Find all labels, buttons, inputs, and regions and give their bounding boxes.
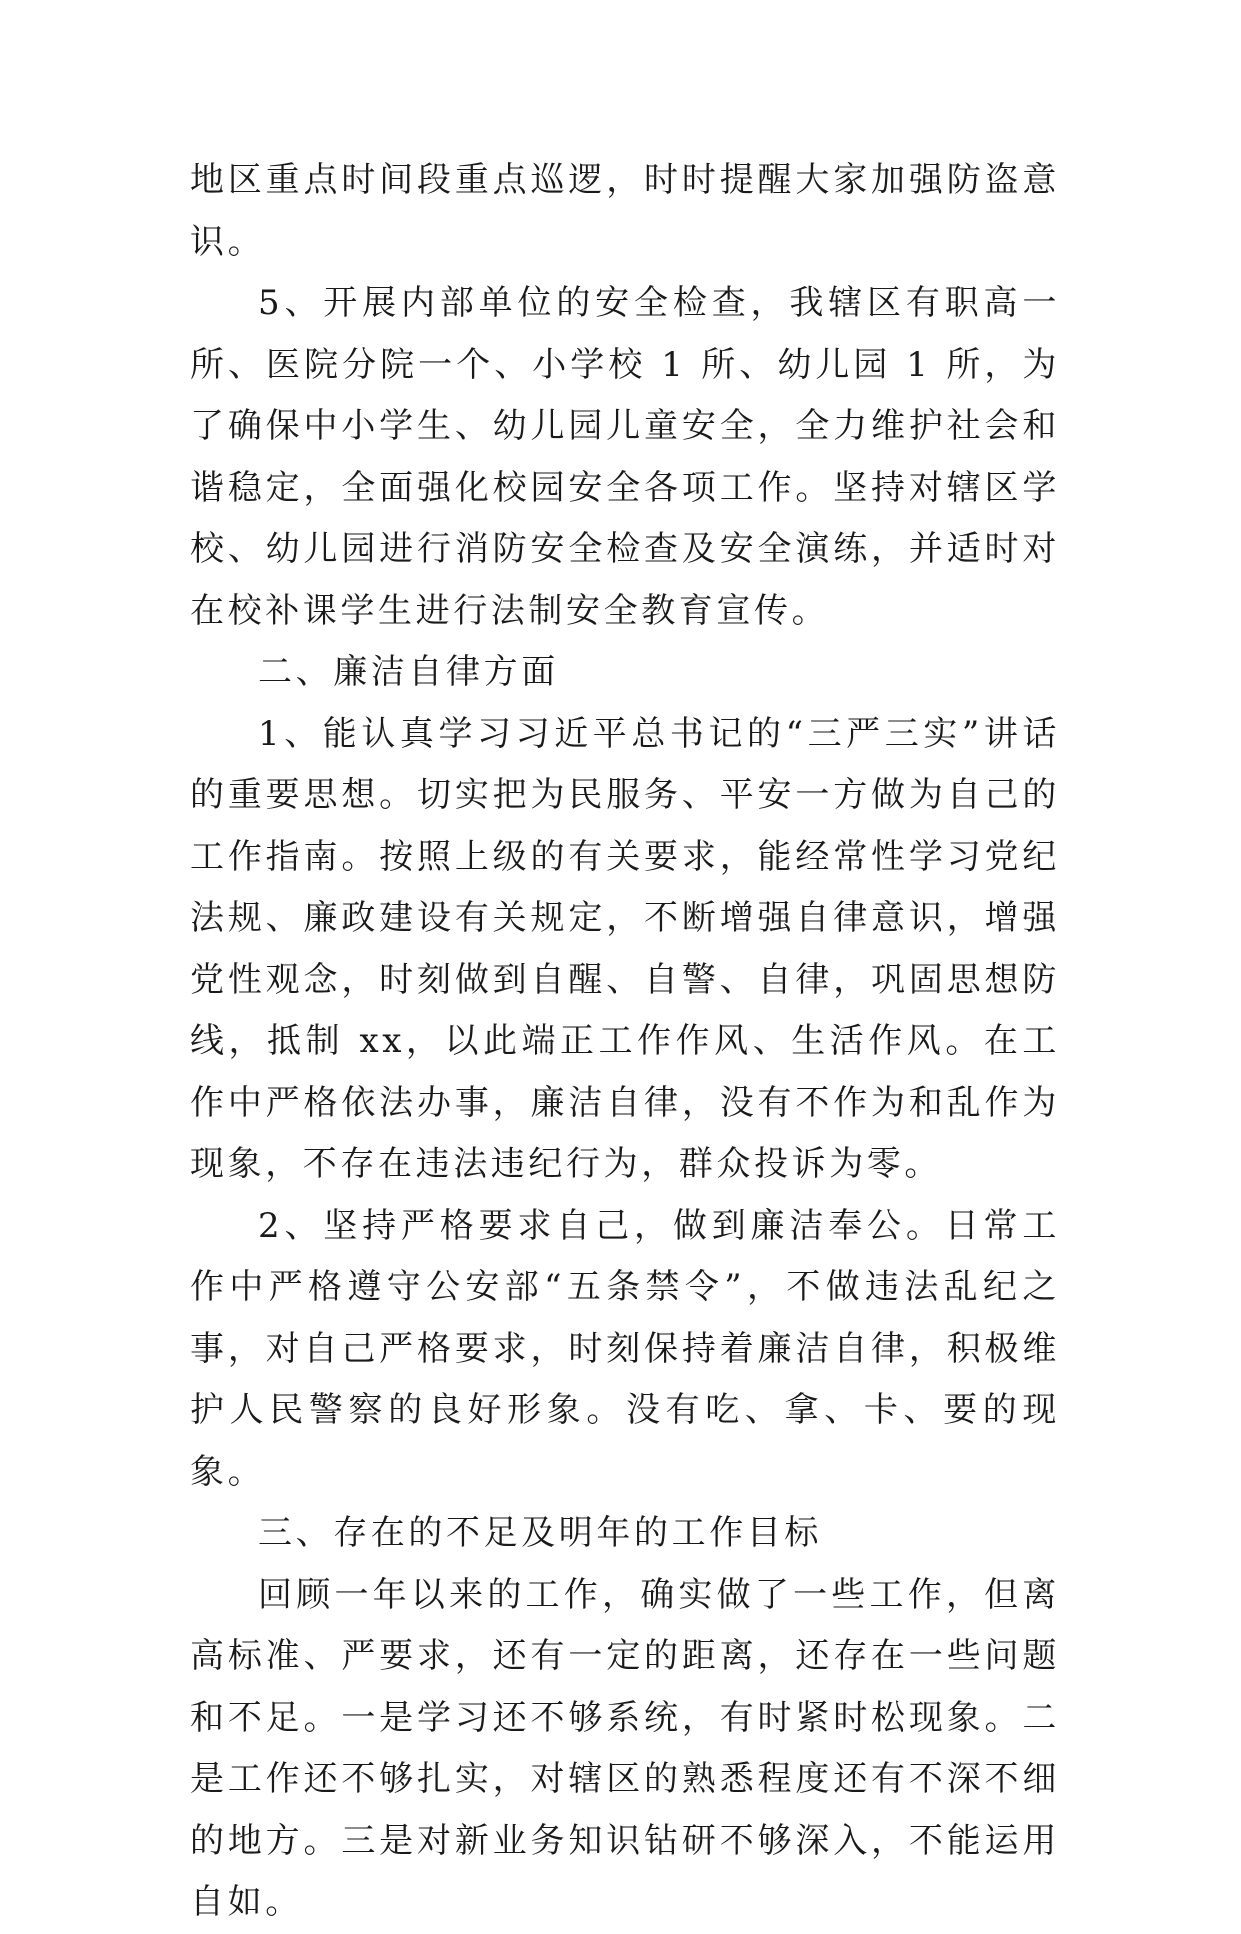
section-heading-shortcomings: 三、存在的不足及明年的工作目标 (258, 1513, 822, 1553)
document-body (190, 150, 1060, 1934)
section-heading-integrity: 二、廉洁自律方面 (258, 652, 559, 692)
paragraph-review: 回顾一年以来的工作，确实做了一些工作，但离高标准、严要求，还有一定的距离，还存在一些问题和不足。一是学习还不够系统，有时紧时松现象。二是工作还不够扎实，对辖区的熟悉程度还有不深不细的地方。三是对新业务知识钻研不够深入，不能运用自如。 (190, 1574, 1060, 1922)
paragraph-continuation: 地区重点时间段重点巡逻，时时提醒大家加强防盗意识。 (190, 160, 1060, 262)
paragraph-strict-requirements: 2、坚持严格要求自己，做到廉洁奉公。日常工作中严格遵守公安部“五条禁令”，不做违法乱纪之事，对自己严格要求，时刻保持着廉洁自律，积极维护人民警察的良好形象。没有吃、拿、卡、要的现象。 (190, 1205, 1060, 1492)
paragraph-study-thought: 1、能认真学习习近平总书记的“三严三实”讲话的重要思想。切实把为民服务、平安一方做为自己的工作指南。按照上级的有关要求，能经常性学习党纪法规、廉政建设有关规定，不断增强自律意识，增强党性观念，时刻做到自醒、自警、自律，巩固思想防线，抵制 xx，以此端正工作作风、生活作风。在工作中严格依法办事，廉洁自律，没有不作为和乱作为现象，不存在违法违纪行为，群众投诉为零。 (190, 713, 1060, 1184)
paragraph-safety-inspection: 5、开展内部单位的安全检查，我辖区有职高一所、医院分院一个、小学校 1 所、幼儿园 1 所，为了确保中小学生、幼儿园儿童安全，全力维护社会和谐稳定，全面强化校园安全各项工作。坚持对辖区学校、幼儿园进行消防安全检查及安全演练，并适时对在校补课学生进行法制安全教育宣传。 (190, 283, 1060, 631)
